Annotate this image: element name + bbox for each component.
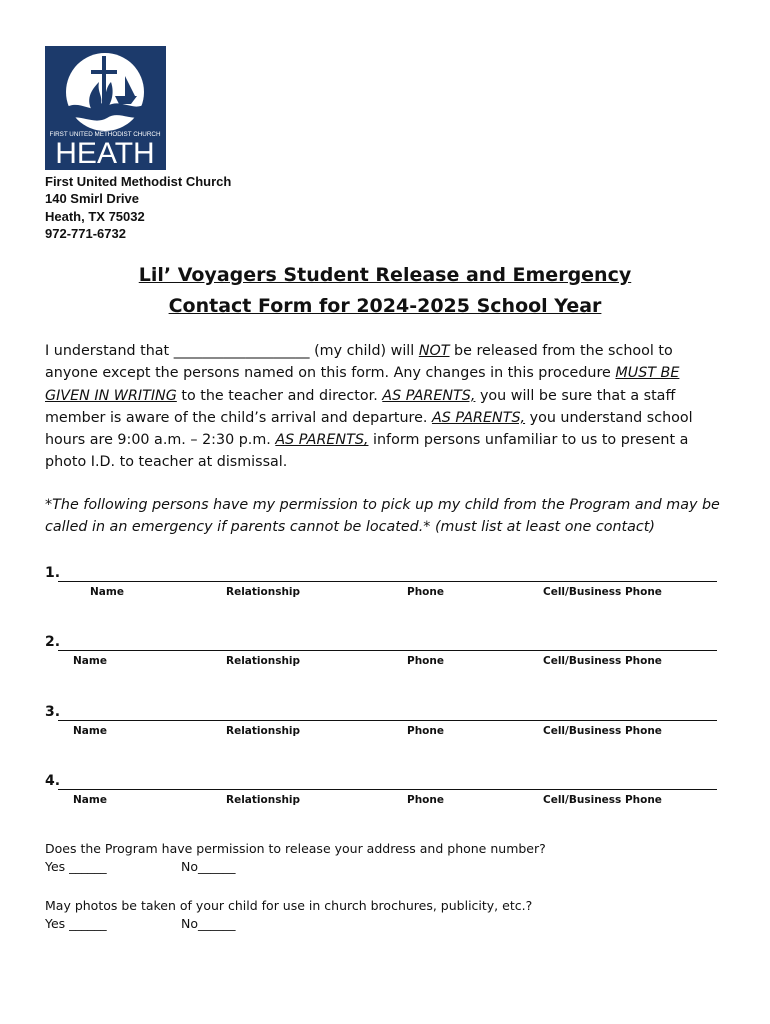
release-statement [45, 340, 735, 474]
label-name: Name [73, 655, 107, 667]
label-relationship: Relationship [226, 655, 301, 667]
contact-number: 2. [45, 634, 61, 650]
statement-text: anyone except the persons named on this form. Any changes in this procedure [45, 365, 616, 382]
statement-emphasis-as-parents: AS PARENTS, [431, 409, 526, 426]
no-option[interactable]: No______ [181, 859, 236, 874]
logo-org-line: FIRST UNITED METHODIST CHURCH [49, 131, 161, 138]
statement-emphasis-must-be: MUST BE [615, 365, 680, 382]
label-relationship: Relationship [226, 794, 301, 806]
logo-city: HEATH [55, 137, 155, 170]
contact-fill-line[interactable] [58, 720, 717, 721]
permission-line-2: called in an emergency if parents cannot be located.* (must list at least one contact) [45, 519, 655, 536]
statement-emphasis-not: NOT [418, 343, 450, 359]
statement-emphasis-as-parents: AS PARENTS, [275, 432, 369, 449]
contact-fill-line[interactable] [58, 650, 717, 651]
label-cell-business-phone: Cell/Business Phone [543, 794, 662, 806]
contact-number: 1. [45, 565, 61, 581]
contact-fill-line[interactable] [58, 789, 717, 790]
no-option[interactable]: No______ [181, 916, 236, 931]
address-city: Heath, TX 75032 [45, 208, 145, 224]
contact-entry-1 [45, 565, 717, 605]
contact-entry-4 [45, 773, 717, 813]
title-line-2: Contact Form for 2024-2025 School Year [168, 295, 602, 317]
contact-fill-line[interactable] [58, 581, 717, 582]
yes-option[interactable]: Yes ______ [45, 916, 107, 931]
statement-text: inform persons unfamiliar to us to present a [368, 432, 689, 449]
statement-text: to the teacher and director. [176, 387, 383, 404]
label-relationship: Relationship [226, 725, 301, 737]
statement-text: photo I.D. to teacher at dismissal. [45, 454, 288, 471]
statement-text: you understand school [525, 409, 693, 426]
label-phone: Phone [407, 794, 444, 806]
title-line-1: Lil’ Voyagers Student Release and Emergency [138, 264, 632, 286]
label-name: Name [73, 794, 107, 806]
label-cell-business-phone: Cell/Business Phone [543, 655, 662, 667]
contact-entry-2 [45, 634, 717, 674]
statement-text: hours are 9:00 a.m. – 2:30 p.m. [45, 432, 276, 449]
label-cell-business-phone: Cell/Business Phone [543, 586, 662, 598]
question-photo-permission [45, 897, 532, 933]
question-release-address [45, 840, 546, 876]
statement-text: be released from the school to [449, 343, 673, 359]
statement-text: I understand that ___________________ (my child) will [45, 343, 419, 359]
address-street: 140 Smirl Drive [45, 191, 139, 207]
label-relationship: Relationship [226, 586, 301, 598]
statement-text: member is aware of the child’s arrival and departure. [45, 409, 432, 426]
question-text: Does the Program have permission to release your address and phone number? [45, 841, 546, 856]
label-phone: Phone [407, 586, 444, 598]
label-cell-business-phone: Cell/Business Phone [543, 725, 662, 737]
permission-note [45, 494, 735, 539]
label-name: Name [73, 725, 107, 737]
contact-number: 4. [45, 773, 61, 789]
statement-text: you will be sure that a staff [475, 387, 676, 404]
statement-emphasis-as-parents: AS PARENTS, [382, 387, 476, 404]
form-title [0, 260, 770, 322]
permission-line-1: *The following persons have my permission to pick up my child from the Program and may be [45, 497, 720, 513]
contact-number: 3. [45, 704, 61, 720]
label-phone: Phone [407, 655, 444, 667]
label-phone: Phone [407, 725, 444, 737]
statement-emphasis-given-in-writing: GIVEN IN WRITING [45, 387, 177, 404]
contact-entry-3 [45, 704, 717, 744]
church-logo [45, 46, 166, 170]
yes-option[interactable]: Yes ______ [45, 859, 107, 874]
church-address [45, 173, 231, 242]
address-name: First United Methodist Church [45, 174, 232, 189]
label-name: Name [90, 586, 124, 598]
address-phone: 972-771-6732 [45, 225, 126, 241]
question-text: May photos be taken of your child for use in church brochures, publicity, etc.? [45, 898, 533, 913]
